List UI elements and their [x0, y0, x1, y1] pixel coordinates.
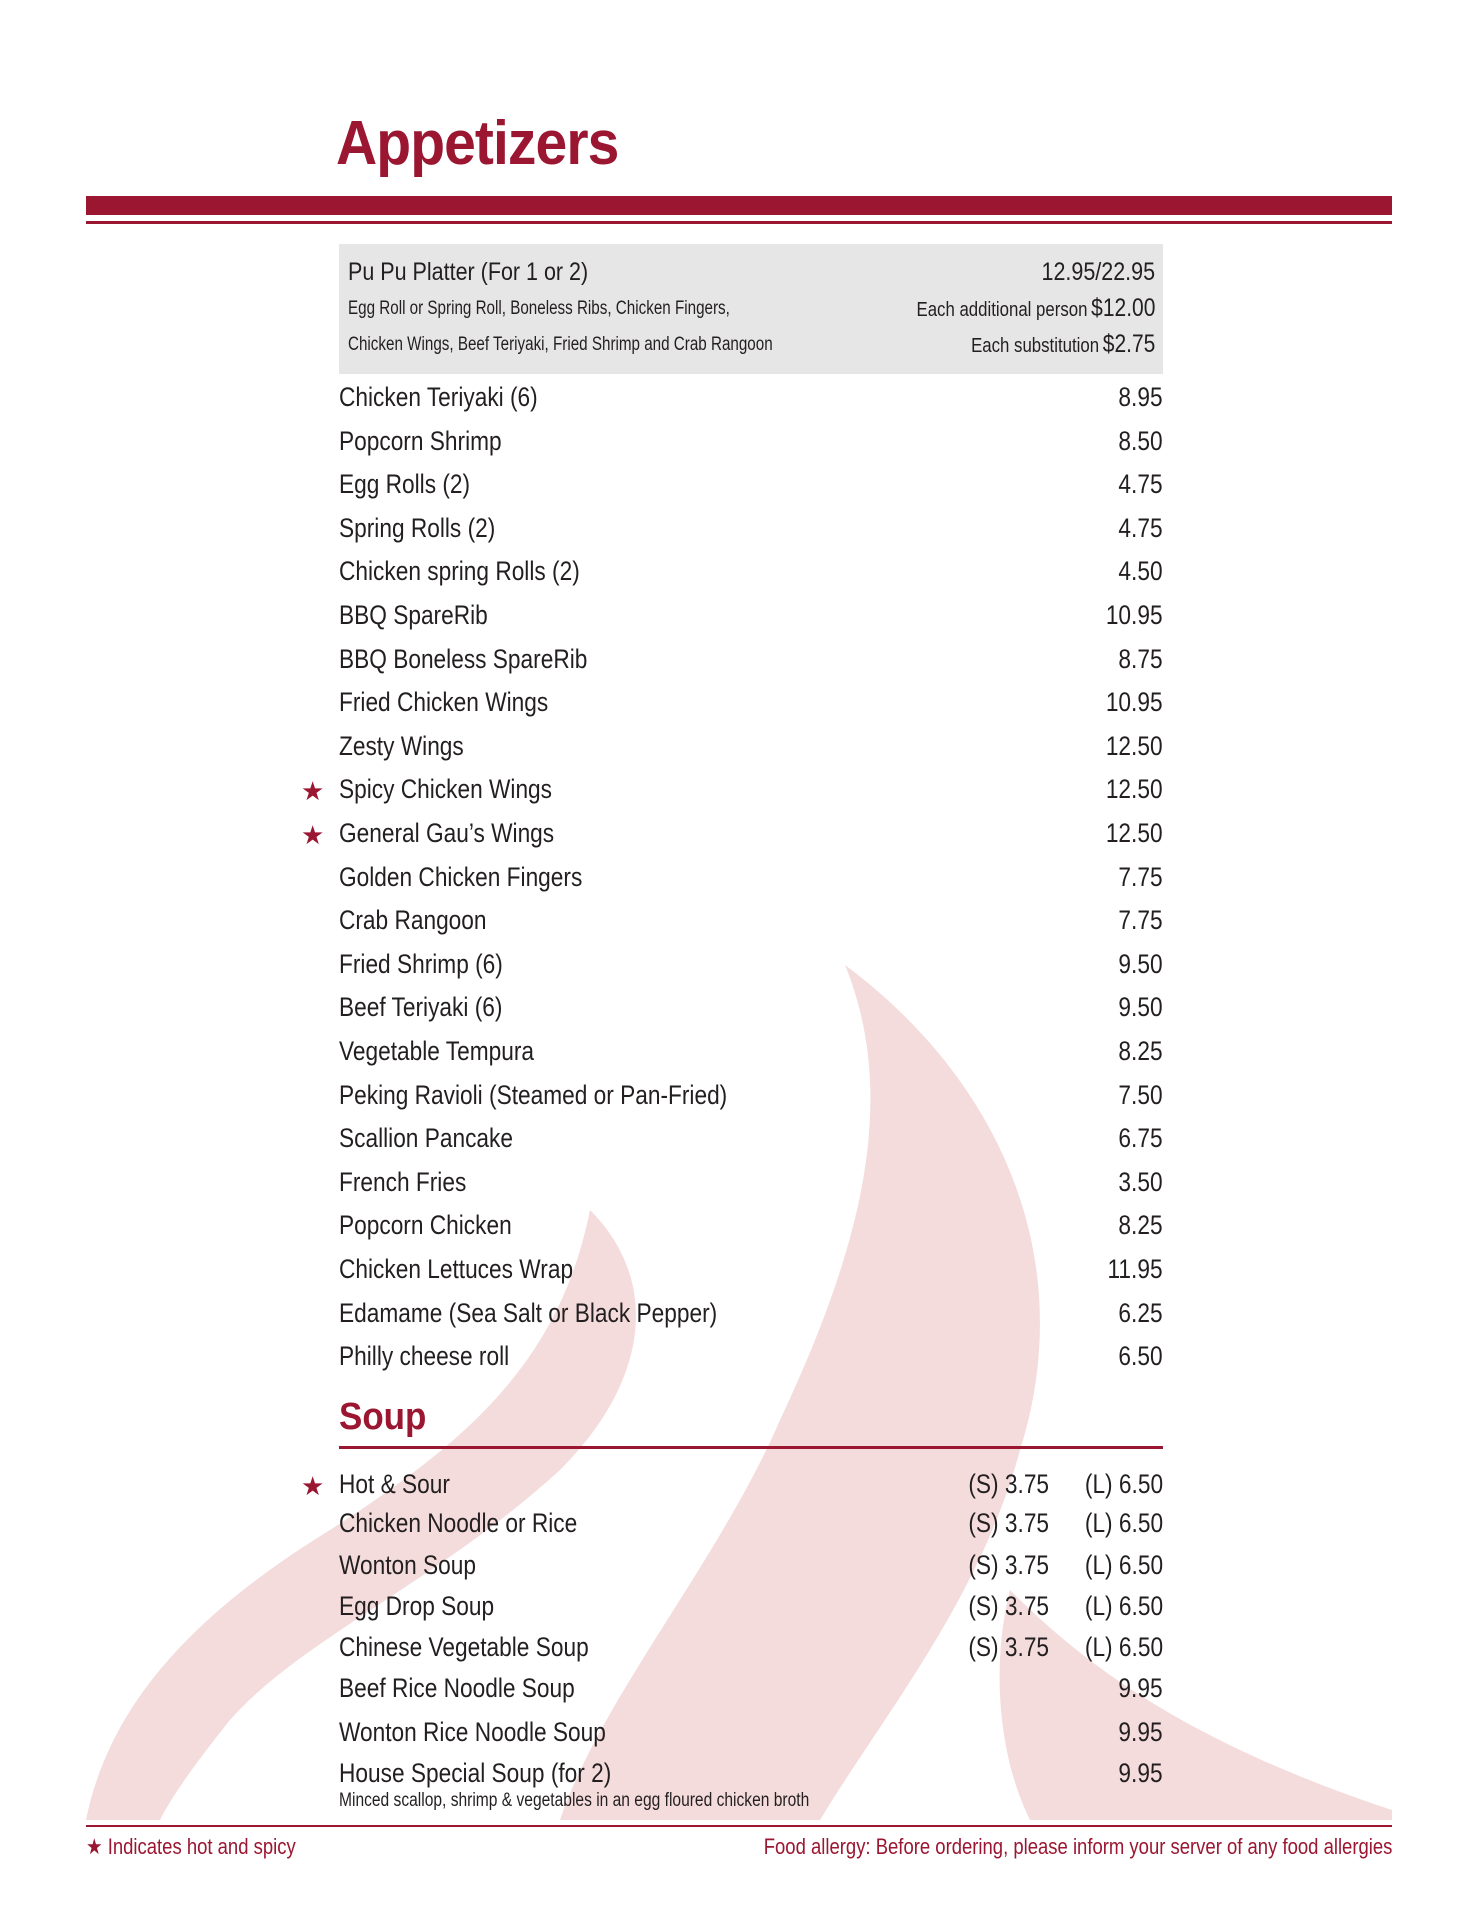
menu-item-row	[339, 465, 1163, 505]
soup-item-row	[339, 1669, 1163, 1709]
menu-item-row	[339, 858, 1163, 898]
menu-item-row	[339, 378, 1163, 418]
soup-item-row	[339, 1587, 1163, 1627]
menu-item-price: 4.75	[1118, 469, 1163, 500]
extra-person-price: $12.00	[1090, 294, 1155, 322]
menu-item-row	[339, 683, 1163, 723]
substitution-price: $2.75	[1102, 330, 1155, 358]
menu-item-row	[339, 596, 1163, 636]
menu-item-row	[339, 1250, 1163, 1290]
menu-item-row	[339, 901, 1163, 941]
menu-item-name: French Fries	[339, 1166, 467, 1197]
menu-item-row	[339, 1206, 1163, 1246]
menu-item-price: 7.75	[1118, 861, 1163, 892]
menu-item-price: 4.50	[1118, 556, 1163, 587]
menu-item-row	[339, 1294, 1163, 1334]
soup-price-large: (L) 6.50	[1084, 1508, 1163, 1538]
allergy-note: Food allergy: Before ordering, please inform your server of any food allergies	[763, 1834, 1392, 1859]
menu-item-name: Crab Rangoon	[339, 905, 487, 936]
menu-item-name: BBQ SpareRib	[339, 600, 488, 630]
spicy-legend	[86, 1834, 296, 1860]
soup-item-row	[339, 1713, 1163, 1753]
menu-item-row	[301, 814, 1163, 854]
menu-item-price: 7.75	[1118, 905, 1163, 936]
menu-item-name: Golden Chicken Fingers	[339, 861, 583, 892]
soup-item-name: Beef Rice Noodle Soup	[339, 1673, 575, 1703]
soup-rule	[339, 1446, 1163, 1449]
menu-item-price: 11.95	[1107, 1254, 1163, 1284]
menu-item-row	[339, 422, 1163, 462]
menu-item-row	[339, 1119, 1163, 1159]
menu-item-price: 10.95	[1106, 687, 1163, 718]
menu-item-name: Spicy Chicken Wings	[339, 774, 553, 805]
platter-description-line-2: Chicken Wings, Beef Teriyaki, Fried Shrimp and Crab Rangoon	[348, 334, 773, 355]
menu-item-price: 9.50	[1118, 948, 1163, 979]
soup-item-row	[339, 1504, 1163, 1544]
menu-item-price: 8.25	[1118, 1210, 1163, 1241]
soup-price-small: (S) 3.75	[968, 1469, 1049, 1499]
menu-item-row	[339, 988, 1163, 1028]
menu-item-name: Fried Chicken Wings	[339, 687, 549, 718]
platter-price: 12.95/22.95	[1041, 258, 1155, 286]
menu-item-row	[339, 1337, 1163, 1377]
menu-item-price: 8.95	[1118, 382, 1163, 412]
menu-item-price: 6.25	[1118, 1297, 1163, 1328]
menu-item-name: General Gau’s Wings	[339, 818, 555, 848]
section-title-appetizers: Appetizers	[336, 109, 619, 178]
menu-item-name: Popcorn Shrimp	[339, 425, 502, 456]
menu-item-row	[339, 640, 1163, 680]
menu-item-price: 9.50	[1118, 992, 1163, 1023]
soup-price-small: (S) 3.75	[968, 1632, 1049, 1662]
menu-item-name: Chicken spring Rolls (2)	[339, 556, 580, 587]
menu-item-price: 8.25	[1118, 1036, 1163, 1066]
menu-item-row	[339, 509, 1163, 549]
menu-item-price: 12.50	[1106, 730, 1163, 761]
star-icon: ★	[86, 1834, 103, 1859]
extra-person-label: Each additional person	[916, 299, 1088, 321]
menu-item-price: 3.50	[1118, 1166, 1163, 1197]
soup-item-name: Hot & Sour	[339, 1469, 450, 1499]
menu-item-row	[339, 1032, 1163, 1072]
menu-item-name: Popcorn Chicken	[339, 1210, 512, 1241]
header-rule-thin	[86, 221, 1392, 224]
menu-item-row	[301, 770, 1163, 810]
section-title-soup: Soup	[339, 1396, 427, 1438]
menu-item-name: Vegetable Tempura	[339, 1036, 535, 1066]
menu-item-row	[339, 552, 1163, 592]
soup-item-row	[339, 1628, 1163, 1668]
menu-item-name: Edamame (Sea Salt or Black Pepper)	[339, 1297, 718, 1328]
menu-item-price: 8.75	[1118, 643, 1163, 674]
soup-item-price: 9.95	[1118, 1673, 1163, 1703]
menu-item-row	[339, 1163, 1163, 1203]
soup-item-row	[301, 1465, 1163, 1505]
menu-item-name: Scallion Pancake	[339, 1123, 513, 1154]
soup-item-row	[339, 1754, 1163, 1811]
soup-item-price: 9.95	[1118, 1717, 1163, 1747]
soup-price-large: (L) 6.50	[1084, 1550, 1163, 1580]
pu-pu-platter-box	[339, 244, 1163, 374]
menu-item-row	[339, 1076, 1163, 1116]
soup-item-name: Chicken Noodle or Rice	[339, 1508, 578, 1538]
menu-item-name: BBQ Boneless SpareRib	[339, 643, 588, 674]
soup-price-large: (L) 6.50	[1084, 1469, 1163, 1499]
soup-item-price: 9.95	[1118, 1758, 1163, 1788]
platter-extra-person	[916, 294, 1155, 323]
menu-item-name: Chicken Lettuces Wrap	[339, 1254, 574, 1284]
soup-price-small: (S) 3.75	[968, 1550, 1049, 1580]
header-rule-thick	[86, 196, 1392, 215]
soup-item-name: Wonton Rice Noodle Soup	[339, 1717, 606, 1747]
soup-price-large: (L) 6.50	[1084, 1591, 1163, 1621]
menu-item-name: Spring Rolls (2)	[339, 512, 496, 543]
menu-item-price: 4.75	[1118, 512, 1163, 543]
menu-item-name: Fried Shrimp (6)	[339, 948, 503, 979]
menu-item-price: 12.50	[1106, 774, 1163, 805]
soup-item-description: Minced scallop, shrimp & vegetables in an egg floured chicken broth	[339, 1790, 810, 1811]
soup-price-small: (S) 3.75	[968, 1508, 1049, 1538]
substitution-label: Each substitution	[970, 335, 1099, 357]
menu-item-row	[339, 727, 1163, 767]
menu-item-name: Zesty Wings	[339, 730, 464, 761]
soup-item-name: Egg Drop Soup	[339, 1591, 495, 1621]
star-icon: ★	[301, 776, 325, 807]
soup-item-name: House Special Soup (for 2)	[339, 1758, 612, 1788]
platter-name: Pu Pu Platter (For 1 or 2)	[348, 258, 589, 286]
soup-price-large: (L) 6.50	[1084, 1632, 1163, 1662]
soup-item-name: Chinese Vegetable Soup	[339, 1632, 589, 1662]
star-icon: ★	[301, 820, 325, 850]
soup-item-row	[339, 1546, 1163, 1586]
menu-item-name: Egg Rolls (2)	[339, 469, 471, 500]
menu-item-price: 12.50	[1106, 818, 1163, 848]
menu-item-price: 6.75	[1118, 1123, 1163, 1154]
menu-item-name: Beef Teriyaki (6)	[339, 992, 503, 1023]
star-icon: ★	[301, 1471, 325, 1501]
menu-item-price: 8.50	[1118, 425, 1163, 456]
soup-item-name: Wonton Soup	[339, 1550, 477, 1580]
soup-price-small: (S) 3.75	[968, 1591, 1049, 1621]
spicy-legend-text: Indicates hot and spicy	[107, 1834, 296, 1859]
footer-rule	[86, 1825, 1392, 1827]
platter-description-line-1: Egg Roll or Spring Roll, Boneless Ribs, Chicken Fingers,	[348, 298, 730, 319]
menu-item-name: Chicken Teriyaki (6)	[339, 382, 538, 412]
menu-item-name: Philly cheese roll	[339, 1341, 510, 1372]
menu-item-name: Peking Ravioli (Steamed or Pan-Fried)	[339, 1079, 728, 1110]
menu-item-row	[339, 945, 1163, 985]
menu-item-price: 6.50	[1118, 1341, 1163, 1372]
platter-substitution	[971, 330, 1155, 359]
menu-item-price: 7.50	[1118, 1079, 1163, 1110]
menu-item-price: 10.95	[1106, 600, 1163, 630]
